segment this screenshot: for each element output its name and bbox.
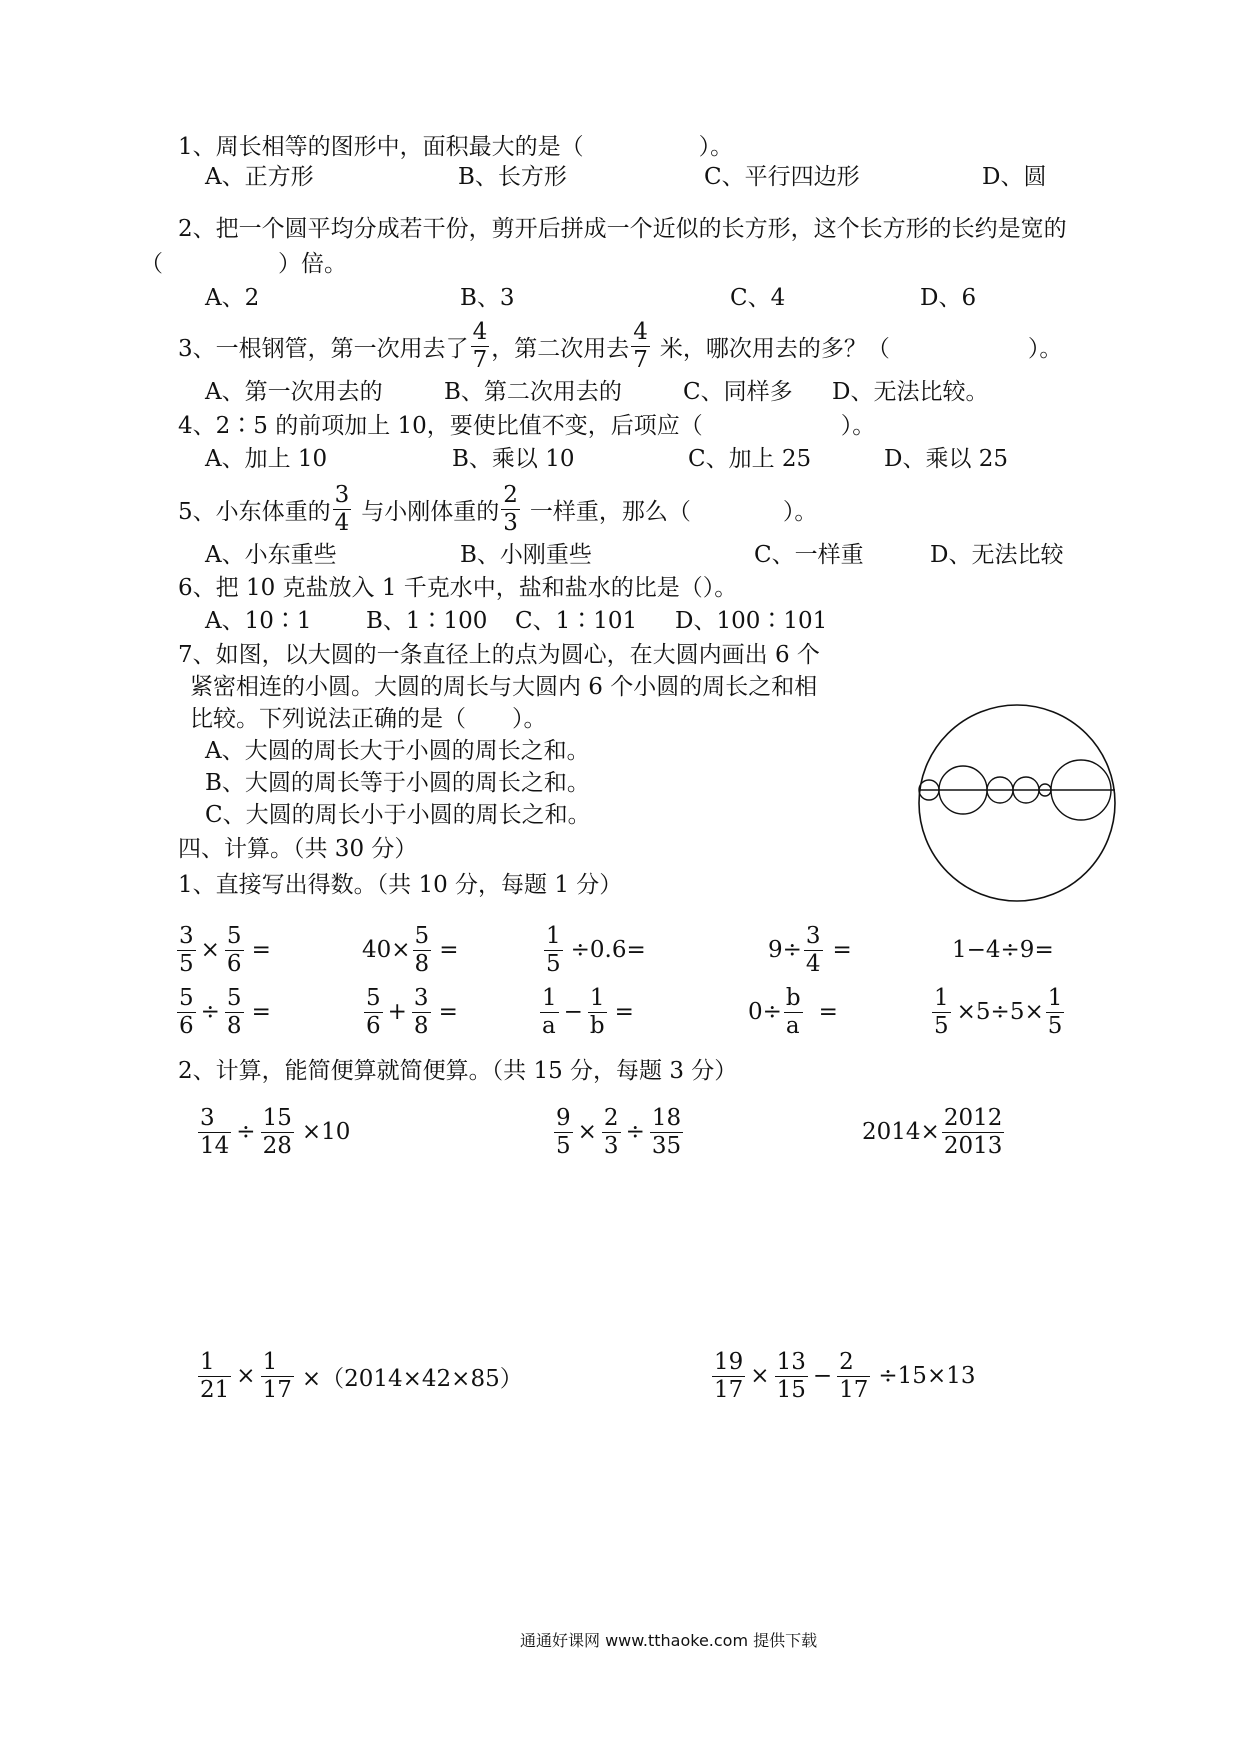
fraction: $\frac{2}{3}$ xyxy=(603,1104,619,1159)
q3-stem xyxy=(178,318,1062,374)
fraction: $\frac{3}{4}$ xyxy=(805,922,821,977)
q4-option-b: B、乘以 10 xyxy=(452,446,575,472)
q2-option-b: B、3 xyxy=(460,285,515,311)
q1-option-b: B、长方形 xyxy=(458,164,567,190)
q2-stem-line2: （ ）倍。 xyxy=(140,251,347,277)
fraction: $\frac{18}{35}$ xyxy=(651,1104,682,1159)
q7-option-c: C、大圆的周长小于小圆的周长之和。 xyxy=(205,802,591,828)
q2-stem-line1: 2、把一个圆平均分成若干份，剪开后拼成一个近似的长方形，这个长方形的长约是宽的 xyxy=(178,216,1067,242)
fraction: $\frac{15}{28}$ xyxy=(262,1104,292,1159)
q6-stem: 6、把 10 克盐放入 1 千克水中，盐和盐水的比是（）。 xyxy=(178,575,738,601)
q7-option-b: B、大圆的周长等于小圆的周长之和。 xyxy=(205,770,590,796)
calc-1: $\frac{3}{14}$ ÷ $\frac{15}{28}$ ×10 xyxy=(200,1104,351,1159)
q3-option-a: A、第一次用去的 xyxy=(205,379,383,405)
expr-2-3: $\frac{1}{a}$ − $\frac{1}{b}$ = xyxy=(542,984,634,1039)
footer-credit: 通通好课网 www.tthaoke.com 提供下载 xyxy=(520,1631,818,1650)
q6-option-c: C、1∶101 xyxy=(515,608,638,634)
q5-option-a: A、小东重些 xyxy=(205,542,337,568)
calc-5: $\frac{19}{17}$ × $\frac{13}{15}$ − $\frac{2}{17}$ ÷15×13 xyxy=(714,1348,976,1403)
fraction: $\frac{2}{17}$ xyxy=(839,1348,869,1403)
q2-option-a: A、2 xyxy=(205,285,260,311)
q3-stem-c: 米，哪次用去的多？（ ）。 xyxy=(659,335,1063,362)
fraction: $\frac{1}{a}$ xyxy=(542,984,557,1039)
fraction: $\frac{5}{8}$ xyxy=(414,922,430,977)
section4-title: 四、计算。（共 30 分） xyxy=(178,836,418,862)
fraction: $\frac{1}{5}$ xyxy=(1047,984,1063,1039)
expr-1-4: 9÷ $\frac{3}{4}$ = xyxy=(768,922,852,977)
q6-option-d: D、100∶101 xyxy=(675,608,828,634)
fraction: $\frac{19}{17}$ xyxy=(714,1348,744,1403)
q5-option-d: D、无法比较 xyxy=(930,542,1064,568)
fraction: $\frac{1}{21}$ xyxy=(200,1348,230,1403)
fraction: $\frac{1}{17}$ xyxy=(262,1348,292,1403)
q1-option-c: C、平行四边形 xyxy=(704,164,860,190)
q5-stem-a: 5、小东体重的 xyxy=(178,498,331,525)
fraction: $\frac{3}{5}$ xyxy=(179,922,194,977)
q7-stem-line1: 7、如图，以大圆的一条直径上的点为圆心，在大圆内画出 6 个 xyxy=(178,642,820,668)
expr-1-1: $\frac{3}{5}$ × $\frac{5}{6}$ = xyxy=(179,922,271,977)
fraction: $\frac{3}{14}$ xyxy=(200,1104,230,1159)
big-circle xyxy=(919,705,1115,901)
expr-1-3: $\frac{1}{5}$ ÷0.6= xyxy=(546,922,646,977)
q7-circles-figure xyxy=(912,698,1122,908)
q5-option-b: B、小刚重些 xyxy=(460,542,592,568)
q5-stem-b: 与小刚体重的 xyxy=(361,498,500,525)
fraction: $\frac{1}{5}$ xyxy=(546,922,561,977)
fraction: $\frac{9}{5}$ xyxy=(556,1104,571,1159)
q5-option-c: C、一样重 xyxy=(754,542,864,568)
expr-1-5: 1−4÷9= xyxy=(952,937,1054,963)
expr-2-1: $\frac{5}{6}$ ÷ $\frac{5}{8}$ = xyxy=(179,984,271,1039)
q4-option-a: A、加上 10 xyxy=(205,446,328,472)
q3-fraction-1: $\frac{4}{7}$ xyxy=(472,318,488,373)
fraction: $\frac{5}{6}$ xyxy=(179,984,194,1039)
q2-option-d: D、6 xyxy=(920,285,977,311)
expr-2-4: 0÷ $\frac{b}{a}$ = xyxy=(748,984,838,1039)
q4-stem: 4、2∶5 的前项加上 10，要使比值不变，后项应（ ）。 xyxy=(178,413,876,439)
part2-title: 2、计算，能简便算就简便算。（共 15 分，每题 3 分） xyxy=(178,1058,738,1084)
expr-2-2: $\frac{5}{6}$ + $\frac{3}{8}$ = xyxy=(366,984,458,1039)
q3-option-b: B、第二次用去的 xyxy=(444,379,622,405)
q3-stem-a: 3、一根钢管，第一次用去了 xyxy=(178,335,469,362)
expr-1-2: 40× $\frac{5}{8}$ = xyxy=(362,922,459,977)
q5-stem xyxy=(178,481,817,537)
part1-title: 1、直接写出得数。（共 10 分，每题 1 分） xyxy=(178,872,623,898)
q3-option-d: D、无法比较。 xyxy=(832,379,989,405)
fraction: $\frac{2012}{2013}$ xyxy=(943,1104,1003,1159)
fraction: $\frac{b}{a}$ xyxy=(785,984,801,1039)
q6-option-b: B、1∶100 xyxy=(366,608,488,634)
q1-option-a: A、正方形 xyxy=(205,164,314,190)
q5-fraction-1: $\frac{3}{4}$ xyxy=(334,481,350,536)
fraction: $\frac{13}{15}$ xyxy=(776,1348,806,1403)
fraction: $\frac{3}{8}$ xyxy=(413,984,429,1039)
q3-option-c: C、同样多 xyxy=(683,379,793,405)
q4-option-d: D、乘以 25 xyxy=(884,446,1009,472)
fraction: $\frac{5}{8}$ xyxy=(226,984,242,1039)
q7-stem-line2: 紧密相连的小圆。大圆的周长与大圆内 6 个小圆的周长之和相 xyxy=(190,674,818,700)
fraction: $\frac{5}{6}$ xyxy=(366,984,381,1039)
q1-option-d: D、圆 xyxy=(982,164,1047,190)
calc-2: $\frac{9}{5}$ × $\frac{2}{3}$ ÷ $\frac{18}{35}$ xyxy=(556,1104,682,1159)
q6-option-a: A、10∶1 xyxy=(205,608,312,634)
fraction: $\frac{5}{6}$ xyxy=(226,922,242,977)
q2-option-c: C、4 xyxy=(730,285,786,311)
expr-2-5: $\frac{1}{5}$ ×5÷5× $\frac{1}{5}$ xyxy=(934,984,1063,1039)
calc-4: $\frac{1}{21}$ × $\frac{1}{17}$ ×（2014×42×85） xyxy=(200,1348,523,1403)
fraction: $\frac{1}{b}$ xyxy=(589,984,605,1039)
q7-option-a: A、大圆的周长大于小圆的周长之和。 xyxy=(205,738,590,764)
fraction: $\frac{1}{5}$ xyxy=(934,984,949,1039)
q5-stem-c: 一样重，那么（ ）。 xyxy=(529,498,818,525)
q5-fraction-2: $\frac{2}{3}$ xyxy=(503,481,518,536)
q3-fraction-2: $\frac{4}{7}$ xyxy=(633,318,648,373)
q1-stem: 1、周长相等的图形中，面积最大的是（ ）。 xyxy=(178,134,734,160)
q4-option-c: C、加上 25 xyxy=(688,446,812,472)
q7-stem-line3: 比较。下列说法正确的是（ ）。 xyxy=(190,706,547,732)
calc-3: 2014× $\frac{2012}{2013}$ xyxy=(862,1104,1003,1159)
q3-stem-b: ，第二次用去 xyxy=(491,335,630,362)
